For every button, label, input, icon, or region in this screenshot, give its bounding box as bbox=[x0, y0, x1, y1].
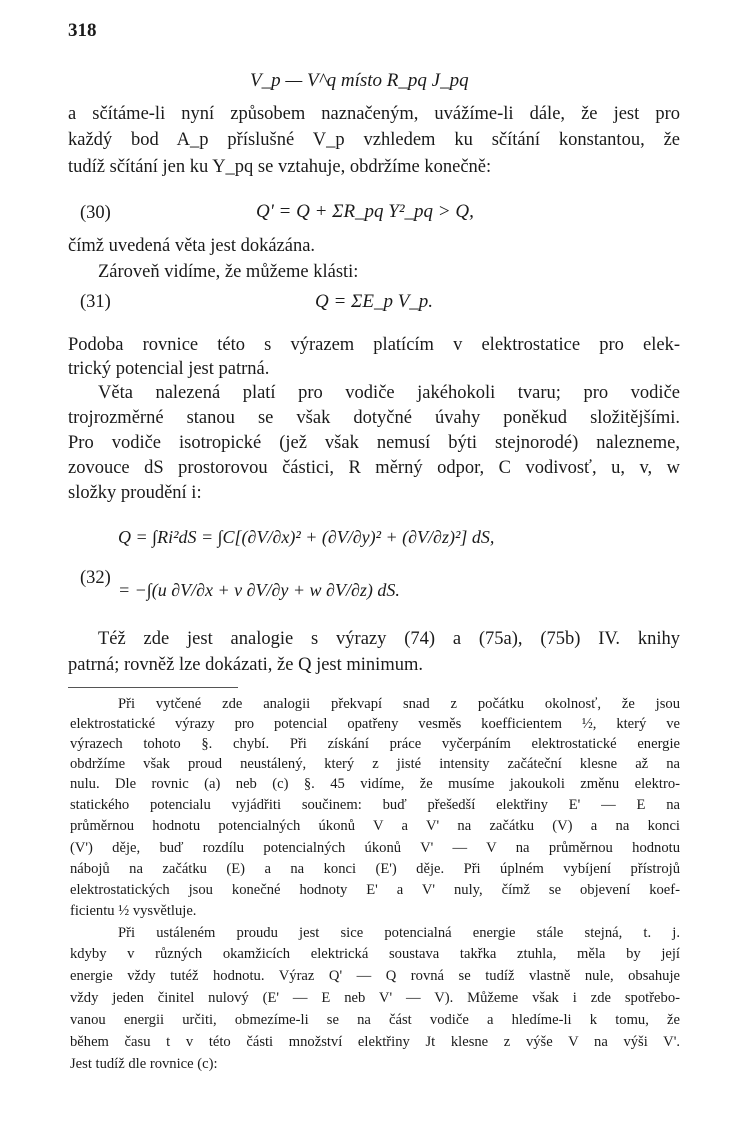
equation-number: (30) bbox=[80, 203, 111, 223]
paragraph-line: čímž uvedená věta jest dokázána. bbox=[68, 236, 316, 256]
footnote-line: nulu. Dle rovnic (a) neb (c) §. 45 vidíme, že musíme jakoukoli změnu elektro- bbox=[70, 776, 680, 792]
paragraph-line: Též zde jest analogie s výrazy (74) a (75a), (75b) IV. knihy bbox=[98, 629, 680, 649]
footnote-line: statického potencialu vyjádřiti součinem: buď přešedší elektřiny E' — E na bbox=[70, 797, 680, 813]
footnote-line: nábojů na začátku (E) a na konci (E') děje. Při úplném vybíjení přístrojů bbox=[70, 861, 680, 877]
footnote-line: obdržíme však proud neustálený, který z jisté intensity začáteční klesne až na bbox=[70, 756, 680, 772]
footnote-line: ficientu ½ vysvětluje. bbox=[70, 903, 197, 919]
footnote-line: Při vytčené zde analogii překvapí snad z počátku okolnosť, že jsou bbox=[118, 696, 680, 712]
paragraph-line: a sčítáme-li nyní způsobem naznačeným, uvážíme-li dále, že jest pro bbox=[68, 104, 680, 124]
footnote-line: Jest tudíž dle rovnice (c): bbox=[70, 1056, 218, 1072]
page-number: 318 bbox=[68, 20, 97, 41]
equation-30: Q' = Q + ΣR_pq Y²_pq > Q, bbox=[256, 201, 474, 222]
paragraph-line: tudíž sčítání jen ku Y_pq se vztahuje, obdržíme konečně: bbox=[68, 157, 492, 177]
footnote-line: výrazech tohoto §. chybí. Při získání práce vyčerpáním elektrostatické energie bbox=[70, 736, 680, 752]
footnote-divider bbox=[68, 687, 238, 688]
equation-number: (31) bbox=[80, 292, 111, 312]
equation-number: (32) bbox=[80, 568, 111, 588]
paragraph-line: každý bod A_p příslušné V_p vzhledem ku sčítání konstantou, že bbox=[68, 130, 680, 150]
footnote-line: (V') děje, buď rozdílu potencialných úkonů V' — V na průměrnou hodnotu bbox=[70, 840, 680, 856]
footnote-line: elektrostatických jsou konečné hodnoty E' a V' nuly, čímž se objevení koef- bbox=[70, 882, 680, 898]
footnote-line: vždy jeden činitel nulový (E' — E neb V' — V). Můžeme však i zde spotřebo- bbox=[70, 990, 680, 1006]
footnote-line: energie vždy tutéž hodnotu. Výraz Q' — Q rovná se tudíž vlastně nule, obsahuje bbox=[70, 968, 680, 984]
footnote-line: během času t v této části množství elektřiny Jt klesne z výše V na výši V'. bbox=[70, 1034, 680, 1050]
paragraph-line: Pro vodiče isotropické (jež však nemusí býti stejnorodé) nalezneme, bbox=[68, 433, 680, 453]
top-equation: V_p — V^q místo R_pq J_pq bbox=[250, 70, 469, 91]
footnote-line: průměrnou hodnotu potencialných úkonů V a V' na začátku (V) a na konci bbox=[70, 818, 680, 834]
footnote-line: elektrostatické výrazy pro potencial opatřeny vesměs koefficientem ½, který ve bbox=[70, 716, 680, 732]
paragraph-line: zovouce dS prostorovou částici, R měrný odpor, C vodivosť, u, v, w bbox=[68, 458, 680, 478]
paragraph-line: Zároveň vidíme, že můžeme klásti: bbox=[98, 262, 359, 282]
footnote-line: kdyby v různých okamžicích elektrická soustava takřka ztuhla, měla by její bbox=[70, 946, 680, 962]
paragraph-line: Podoba rovnice této s výrazem platícím v elektrostatice pro elek- bbox=[68, 335, 680, 355]
paragraph-line: trojrozměrné stanou se však dotyčné úvahy poněkud složitějšími. bbox=[68, 408, 680, 428]
footnote-line: vanou energii určiti, obmezíme-li se na část vodiče a hledíme-li k tomu, že bbox=[70, 1012, 680, 1028]
paragraph-line: Věta nalezená platí pro vodiče jakéhokoli tvaru; pro vodiče bbox=[98, 383, 680, 403]
equation-32-line2: = −∫(u ∂V/∂x + v ∂V/∂y + w ∂V/∂z) dS. bbox=[118, 580, 400, 600]
equation-32-line1: Q = ∫Ri²dS = ∫C[(∂V/∂x)² + (∂V/∂y)² + (∂V/∂z)²] dS, bbox=[118, 527, 495, 547]
paragraph-line: patrná; rovněž lze dokázati, že Q jest minimum. bbox=[68, 655, 423, 675]
paragraph-line: trický potencial jest patrná. bbox=[68, 359, 270, 379]
paragraph-line: složky proudění i: bbox=[68, 483, 202, 503]
footnote-line: Při ustáleném proudu jest sice potencialná energie stále stejná, t. j. bbox=[118, 925, 680, 941]
equation-31: Q = ΣE_p V_p. bbox=[315, 291, 434, 312]
